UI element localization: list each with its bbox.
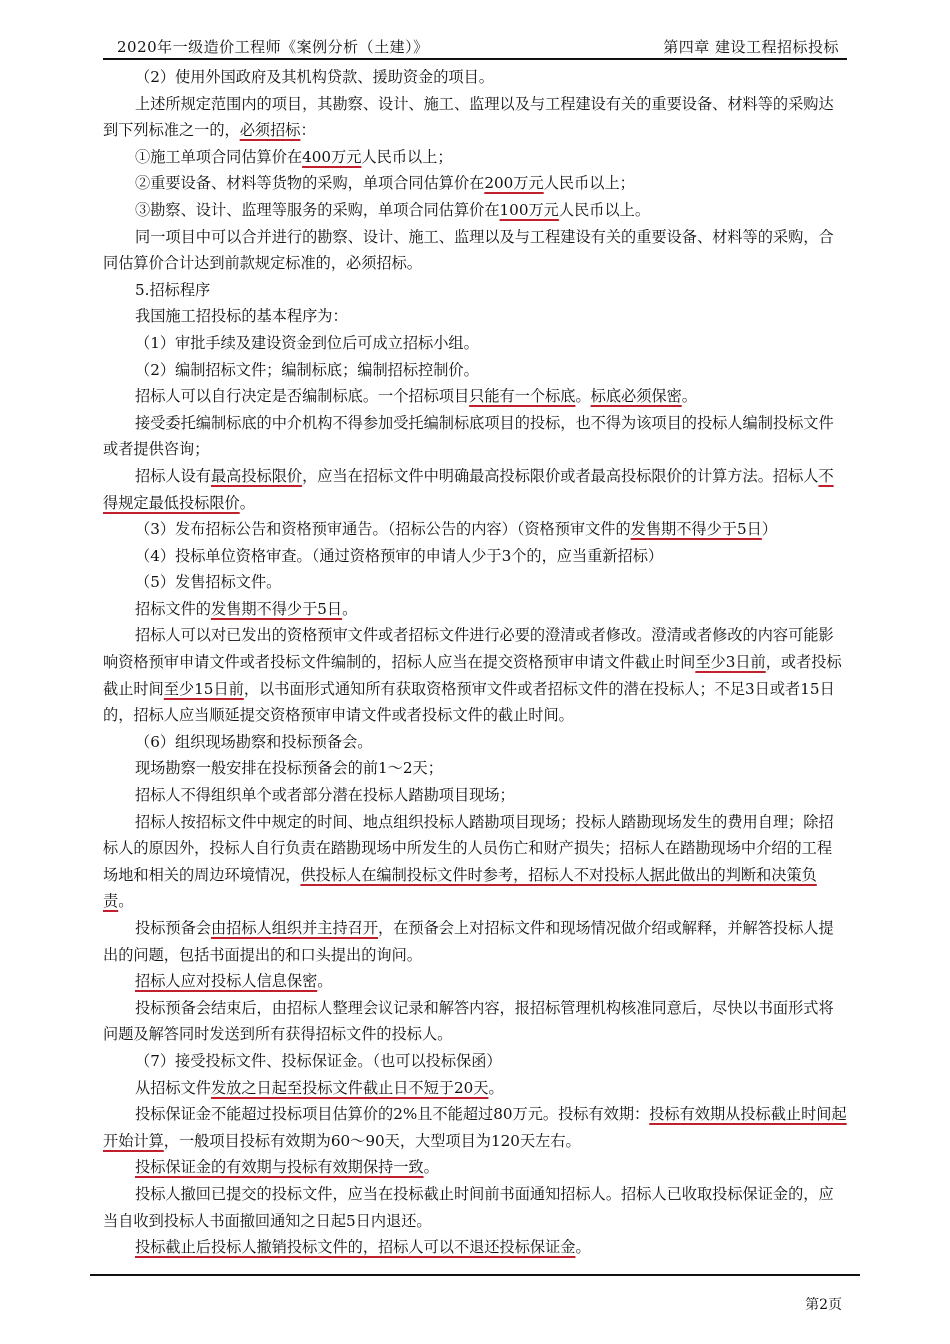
text-run: 投标预备会结束后，由招标人整理会议记录和解答内容，报招标管理机构核准同意后，尽快以书面形式将问题及解答同时发送到所有获得招标文件的投标人。 [103,998,834,1044]
text-run: ②重要设备、材料等货物的采购，单项合同估算价在 [135,174,485,193]
paragraph [103,330,847,357]
text-run: 。 [118,892,134,911]
text-run: （4）投标单位资格审查。（通过资格预审的申请人少于3个的，应当重新招标） [135,546,664,565]
text-run: 上述所规定范围内的项目，其勘察、设计、施工、监理以及与工程建设有关的重要设备、材料等的采购达到下列标准之一的， [103,94,834,140]
page-number: 第2页 [805,1297,842,1313]
text-run: ③勘察、设计、监理等服务的采购，单项合同估算价在 [135,200,500,219]
paragraph [103,303,847,330]
paragraph [103,1234,847,1261]
paragraph [103,1181,847,1234]
underlined-emphasis: 投标截止后投标人撤销投标文件的，招标人可以不退还投标保证金 [135,1238,576,1257]
text-run: （7）接受投标文件、投标保证金。（也可以投标保函） [135,1051,502,1070]
text-run: 5.招标程序 [135,280,211,299]
paragraph [103,622,847,728]
underlined-emphasis: 至少15日前 [163,679,244,698]
paragraph [103,729,847,756]
text-run: 从招标文件 [135,1078,211,1097]
paragraph [103,144,847,171]
paragraph [103,91,847,144]
paragraph [103,224,847,277]
text-run: 同一项目中可以合并进行的勘察、设计、施工、监理以及与工程建设有关的重要设备、材料等的采购，合同估算价合计达到前款规定标准的，必须招标。 [103,227,834,273]
text-run: （6）组织现场勘察和投标预备会。 [135,732,373,751]
paragraph [103,569,847,596]
text-run: ，一般项目投标有效期为60～90天，大型项目为120天左右。 [163,1131,581,1150]
underlined-emphasis: 发放之日起至投标文件截止日不短于20天 [210,1078,489,1097]
text-run: 招标人设有 [135,466,211,485]
text-run: （2）编制招标文件；编制标底；编制招标控制价。 [135,360,479,379]
paragraph [103,170,847,197]
header-chapter-title: 第四章 建设工程招标投标 [663,38,839,56]
text-run: 。 [342,599,358,618]
text-run: （1）审批手续及建设资金到位后可成立招标小组。 [135,333,479,352]
paragraph [103,968,847,995]
text-run: ，在预备会上对招标文件和现场情况做介绍或解释，并解答投标人提出的问题，包括书面提出的和口头提出的询问。 [103,919,834,964]
underlined-emphasis: 400万元 [302,147,362,166]
paragraph [103,277,847,304]
text-run: （2）使用外国政府及其机构贷款、援助资金的项目。 [135,68,494,86]
paragraph [103,516,847,543]
text-run: 招标人可以自行决定是否编制标底。一个招标项目 [135,387,470,406]
paragraph [103,357,847,384]
text-run: ，应当在招标文件中明确最高投标限价或者最高投标限价的计算方法。招标人 [302,466,819,485]
paragraph [103,755,847,782]
paragraph [103,596,847,623]
document-body [103,64,847,1261]
underlined-emphasis: 不得规定最低投标限价 [103,466,834,512]
underlined-emphasis: 投标有效期从投标截止时间起开始计算 [103,1105,847,1150]
underlined-emphasis: 发售期不得少于5日 [630,520,762,539]
paragraph [103,809,847,915]
text-run: ） [761,520,778,539]
text-run: 人民币以上。 [558,200,650,219]
text-run: 招标人按招标文件中规定的时间、地点组织投标人踏勘项目现场；投标人踏勘现场发生的费用自理；除招标人的原因外，投标人自行负责在踏勘现场中所发生的人员伤亡和财产损失；招标人在踏勘现场中介绍的工程场地和相关的周边环境情况， [103,812,834,884]
underlined-emphasis: 招标人应对投标人信息保密 [135,972,318,991]
underlined-emphasis: 由招标人组织并主持召开 [210,919,378,937]
text-run: 。 [681,387,697,406]
header-book-title: 2020年一级造价工程师《案例分析（土建）》 [117,38,429,56]
text-run: 投标保证金不能超过投标项目估算价的2%且不能超过80万元。投标有效期： [135,1105,650,1124]
underlined-emphasis: 发售期不得少于5日 [210,599,343,618]
underlined-emphasis: 至少3日前 [695,653,766,672]
text-run: 投标人撤回已提交的投标文件，应当在投标截止时间前书面通知招标人。招标人已收取投标保证金的，应当自收到投标人书面撤回通知之日起5日内退还。 [103,1184,834,1230]
underlined-emphasis: 200万元 [484,174,544,193]
footer-rule [90,1274,860,1276]
text-run: 。 [423,1158,439,1177]
paragraph [103,410,847,463]
text-run: 招标人不得组织单个或者部分潜在投标人踏勘项目现场； [135,786,515,805]
header-rule [103,58,847,60]
text-run: 我国施工招投标的基本程序为： [135,307,348,326]
paragraph [103,995,847,1048]
text-run: 接受委托编制标底的中介机构不得参加受托编制标底项目的投标，也不得为该项目的投标人编制投标文件或者提供咨询； [103,413,834,459]
underlined-emphasis: 标底必须保密 [590,387,682,406]
underlined-emphasis: 投标保证金的有效期与投标有效期保持一致 [135,1158,424,1177]
underlined-emphasis: 只能有一个标底 [469,387,576,406]
text-run: （5）发售招标文件。 [135,573,282,592]
text-run: ，或者投标截止时间 [103,653,842,698]
text-run: 。 [575,1238,591,1257]
text-run: 。 [488,1078,504,1097]
text-run: 人民币以上； [361,147,453,166]
paragraph [103,64,847,91]
underlined-emphasis: 必须招标 [239,121,301,140]
paragraph [103,543,847,570]
paragraph [103,1075,847,1102]
paragraph [103,782,847,809]
text-run: ，以书面形式通知所有获取资格预审文件或者招标文件的潜在投标人；不足3日或者15日的，招标人应当顺延提交资格预审申请文件或者投标文件的截止时间。 [103,679,835,725]
paragraph [103,915,847,968]
paragraph [103,1154,847,1181]
text-run: 招标人可以对已发出的资格预审文件或者招标文件进行必要的澄清或者修改。澄清或者修改的内容可能影响资格预审申请文件或者投标文件编制的，招标人应当在提交资格预审申请文件截止时间 [103,626,834,672]
text-run: 。 [575,387,591,406]
text-run: 。 [317,972,333,991]
text-run: 。 [239,493,255,512]
underlined-emphasis: 最高投标限价 [210,466,303,485]
text-run: （3）发布招标公告和资格预审通告。（招标公告的内容）（资格预审文件的 [135,520,631,539]
page-header [103,36,847,60]
text-run: ： [300,121,316,140]
text-run: 投标预备会 [135,919,211,937]
underlined-emphasis: 供投标人在编制投标文件时参考，招标人不对投标人据此做出的判断和决策负责 [103,865,817,911]
paragraph [103,197,847,224]
paragraph [103,383,847,410]
text-run: 招标文件的 [135,599,211,618]
text-run: ①施工单项合同估算价在 [135,147,303,166]
paragraph [103,1048,847,1075]
paragraph [103,463,847,516]
text-run: 现场勘察一般安排在投标预备会的前1～2天； [135,759,443,778]
underlined-emphasis: 100万元 [499,200,559,219]
paragraph [103,1101,847,1154]
text-run: 人民币以上； [543,174,635,193]
